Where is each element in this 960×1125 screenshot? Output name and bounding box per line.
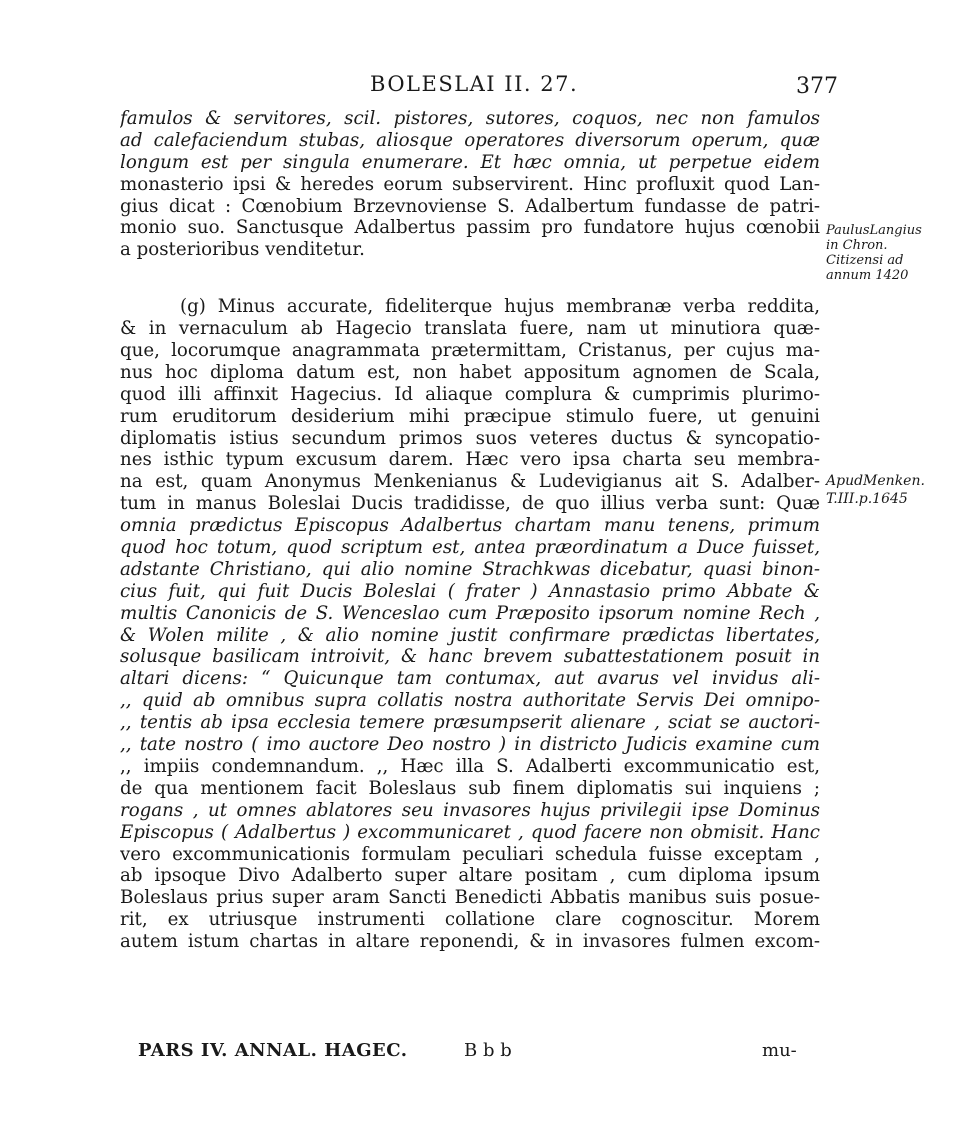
footer-title: PARS IV. ANNAL. HAGEC.	[138, 1040, 408, 1061]
text-line: altari dicens: “ Quicunque tam contumax, aut avarus vel invidus ali-	[120, 668, 820, 690]
margin-note-langius: PaulusLangius in Chron. Citizensi ad annum 1420	[826, 223, 922, 283]
page-footer	[0, 1040, 960, 1066]
text-line: famulos & servitores, scil. pistores, sutores, coquos, nec non famulos	[120, 108, 820, 129]
text-line: Boleslaus prius super aram Sancti Benedicti Abbatis manibus suis posue-	[120, 887, 820, 909]
text-line: Episcopus ( Adalbertus ) excommunicaret , quod facere non obmisit. Hanc	[120, 821, 820, 843]
text-line: monio suo. Sanctusque Adalbertus passim pro fundatore hujus cœnobii	[120, 217, 820, 239]
text-line: ab ipsoque Divo Adalberto super altare positam , cum diploma ipsum	[120, 865, 820, 887]
text-line: (g) Minus accurate, fideliterque hujus membranæ verba reddita,	[180, 296, 820, 318]
text-line: vero excommunicationis formulam peculiari schedula fuisse exceptam ,	[120, 843, 820, 865]
paragraph-gap	[120, 261, 820, 296]
text-line: ad calefaciendum stubas, aliosque operatores diversorum operum, quæ	[120, 129, 820, 151]
text-line: ,, tentis ab ipsa ecclesia temere præsumpserit alienare , sciat se auctori-	[120, 712, 820, 734]
running-head: BOLESLAI II. 27.	[370, 72, 579, 96]
page-number: 377	[796, 74, 838, 99]
paragraph-1	[120, 108, 820, 261]
text-line: rit, ex utriusque instrumenti collatione clare cognoscitur. Morem	[120, 909, 820, 931]
text-line: nes isthic typum excusum darem. Hæc vero ipsa charta seu membra-	[120, 449, 820, 471]
text-line: ,, tate nostro ( imo auctore Deo nostro ) in districto Judicis examine cum	[120, 734, 820, 756]
text-line: de qua mentionem facit Boleslaus sub finem diplomatis sui inquiens ;	[120, 777, 820, 799]
text-line: solusque basilicam introivit, & hanc brevem subattestationem posuit in	[120, 646, 820, 668]
text-line: nus hoc diploma datum est, non habet appositum agnomen de Scala,	[120, 361, 820, 383]
text-line: ,, quid ab omnibus supra collatis nostra authoritate Servis Dei omnipo-	[120, 690, 820, 712]
text-line: que, locorumque anagrammata prætermittam, Cristanus, per cujus ma-	[120, 340, 820, 362]
text-line: rogans , ut omnes ablatores seu invasores hujus privilegii ipse Dominus	[120, 799, 820, 821]
text-line: autem istum chartas in altare reponendi, & in invasores fulmen excom-	[120, 931, 820, 953]
text-line: rum eruditorum desiderium mihi præcipue stimulo fuere, ut genuini	[120, 405, 820, 427]
text-line: & in vernaculum ab Hagecio translata fuere, nam ut minutiora quæ-	[120, 318, 820, 340]
text-line: longum est per singula enumerare. Et hæc omnia, ut perpetue eidem	[120, 151, 820, 173]
paragraph-2	[120, 296, 820, 953]
text-line: diplomatis istius secundum primos suos veteres ductus & syncopatio-	[120, 427, 820, 449]
signature-mark: B b b	[464, 1040, 512, 1061]
text-line: monasterio ipsi & heredes eorum subservirent. Hinc profluxit quod Lan-	[120, 173, 820, 195]
text-line: & Wolen milite , & alio nomine justit confirmare prædictas libertates,	[120, 624, 820, 646]
page-header	[0, 72, 960, 100]
text-line: cius fuit, qui fuit Ducis Boleslai ( frater ) Annastasio primo Abbate &	[120, 580, 820, 602]
margin-note-menken: ApudMenken. T.III.p.1645	[826, 473, 925, 507]
main-text	[120, 108, 820, 953]
text-line: adstante Christiano, qui alio nomine Strachkwas dicebatur, quasi binon-	[120, 558, 820, 580]
text-line: multis Canonicis de S. Wenceslao cum Præposito ipsorum nomine Rech ,	[120, 602, 820, 624]
text-line: quod illi affinxit Hagecius. Id aliaque complura & cumprimis plurimo-	[120, 383, 820, 405]
text-line: omnia prædictus Episcopus Adalbertus chartam manu tenens, primum	[120, 515, 820, 537]
text-line: quod hoc totum, quod scriptum est, antea præordinatum a Duce fuisset,	[120, 537, 820, 559]
text-line: a posterioribus venditetur.	[120, 239, 365, 261]
text-line: ,, impiis condemnandum. ,, Hæc illa S. Adalberti excommunicatio est,	[120, 755, 820, 777]
catchword: mu-	[762, 1040, 797, 1061]
text-line: gius dicat : Cœnobium Brzevnoviense S. Adalbertum fundasse de patri-	[120, 195, 820, 217]
text-line: tum in manus Boleslai Ducis tradidisse, de quo illius verba sunt: Quæ	[120, 493, 820, 515]
text-line: na est, quam Anonymus Menkenianus & Ludevigianus ait S. Adalber-	[120, 471, 820, 493]
